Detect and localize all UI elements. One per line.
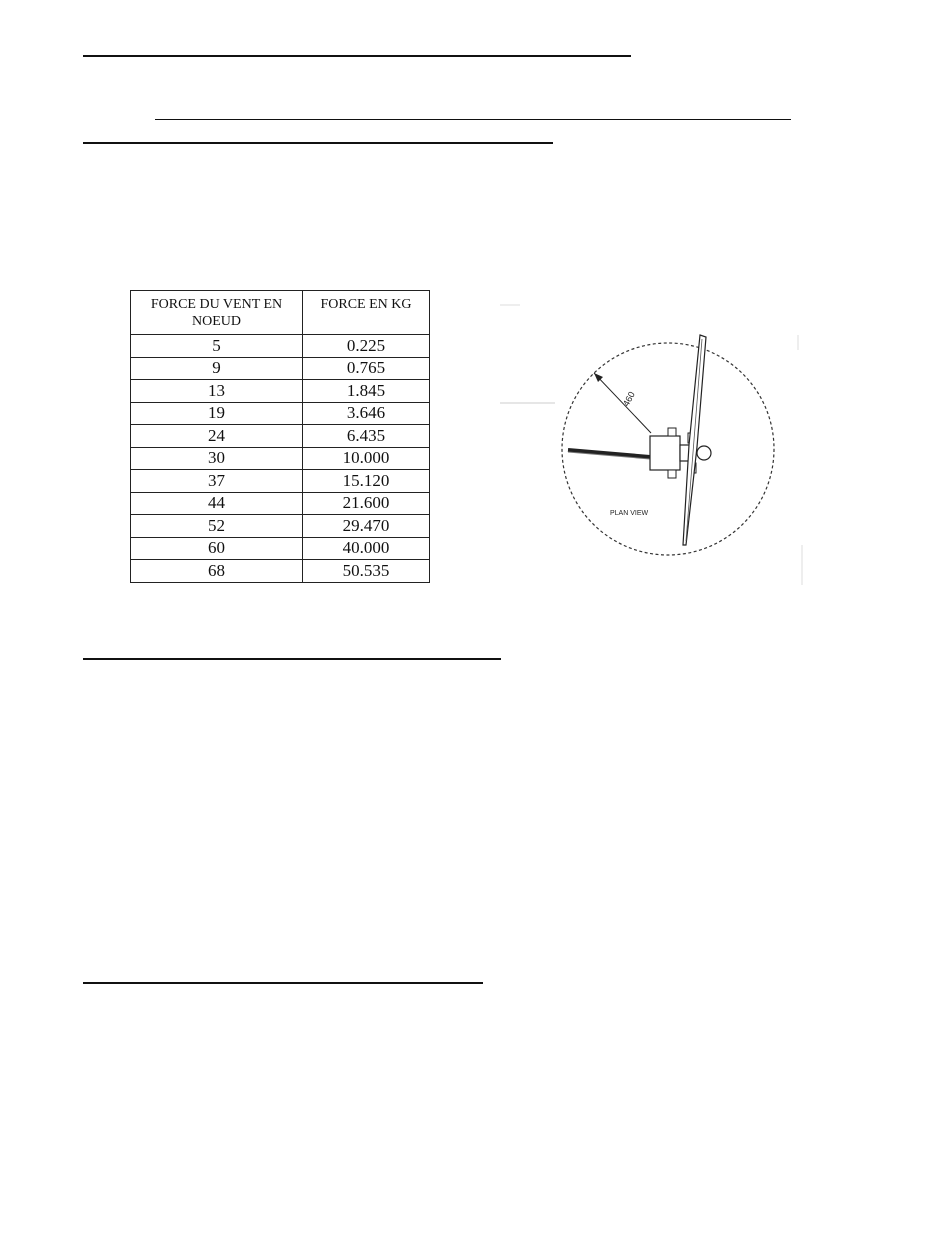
heading-rule-4 [83, 658, 501, 660]
force-kg-cell: 29.470 [303, 515, 430, 538]
wind-force-table [130, 290, 430, 583]
force-kg-cell: 10.000 [303, 447, 430, 470]
wind-knots-cell: 60 [131, 537, 303, 560]
table-row [131, 335, 430, 358]
plan-view-drawing [500, 295, 810, 595]
force-kg-cell: 6.435 [303, 425, 430, 448]
wind-knots-cell: 24 [131, 425, 303, 448]
force-kg-cell: 15.120 [303, 470, 430, 493]
table-row [131, 380, 430, 403]
table-row [131, 357, 430, 380]
heading-rule-5 [83, 982, 483, 984]
wind-knots-cell: 44 [131, 492, 303, 515]
wind-knots-cell: 68 [131, 560, 303, 583]
wind-knots-cell: 37 [131, 470, 303, 493]
bracket-top [668, 428, 676, 436]
column-header-force-kg: FORCE EN KG [303, 291, 430, 335]
table-row [131, 402, 430, 425]
table-header-row [131, 291, 430, 335]
wind-knots-cell: 9 [131, 357, 303, 380]
table-row [131, 447, 430, 470]
wind-knots-cell: 52 [131, 515, 303, 538]
spinner-nose [697, 446, 711, 460]
heading-rule-3 [83, 142, 553, 144]
hub-body [650, 436, 680, 470]
wind-knots-cell: 30 [131, 447, 303, 470]
force-kg-cell: 40.000 [303, 537, 430, 560]
table-row [131, 537, 430, 560]
table-row [131, 560, 430, 583]
force-kg-cell: 0.225 [303, 335, 430, 358]
heading-rule-2 [155, 119, 791, 120]
radius-label: 460 [620, 389, 637, 408]
wind-knots-cell: 19 [131, 402, 303, 425]
table-row [131, 492, 430, 515]
plan-view-label: PLAN VIEW [610, 510, 649, 517]
table-row [131, 425, 430, 448]
force-kg-cell: 0.765 [303, 357, 430, 380]
wind-knots-cell: 5 [131, 335, 303, 358]
table-row [131, 515, 430, 538]
wind-force-table-container [130, 290, 430, 583]
propeller-blade [683, 335, 706, 545]
wind-knots-cell: 13 [131, 380, 303, 403]
heading-rule-1 [83, 55, 631, 57]
force-kg-cell: 50.535 [303, 560, 430, 583]
force-kg-cell: 3.646 [303, 402, 430, 425]
force-kg-cell: 1.845 [303, 380, 430, 403]
column-header-wind-knots: FORCE DU VENT EN NOEUD [131, 291, 303, 335]
force-kg-cell: 21.600 [303, 492, 430, 515]
table-row [131, 470, 430, 493]
bracket-bottom [668, 470, 676, 478]
